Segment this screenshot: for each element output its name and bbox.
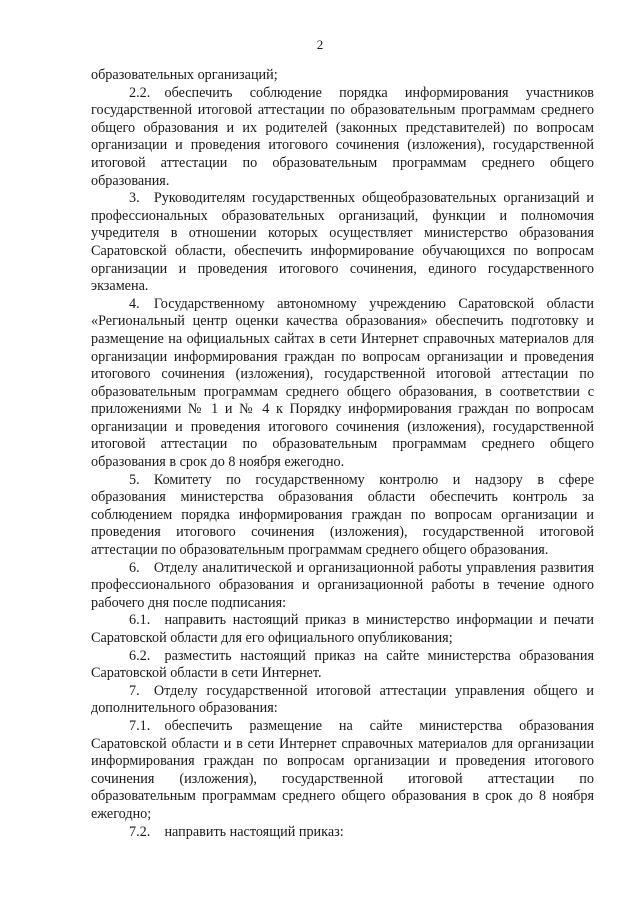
page-number: 2 (316, 37, 324, 52)
paragraph-7: 7. Отделу государственной итоговой аттестации управления общего и дополнительного образования: (91, 682, 594, 717)
paragraph-6-2: 6.2. разместить настоящий приказ на сайте министерства образования Саратовской области в сети Интернет. (91, 647, 594, 682)
paragraph-4: 4. Государственному автономному учреждению Саратовской области «Региональный центр оценки качества образования» обеспечить подготовку и размещение на официальных сайтах в сети Интернет справочных материалов для организации информирования граждан по вопросам организации и проведения итогового сочинения (изложения), государственной итоговой аттестации по образовательным программам среднего общего образования, в соответствии с приложениями № 1 и № 4 к Порядку информирования граждан по вопросам организации и проведения итогового сочинения (изложения), государственной итоговой аттестации по образовательным программам среднего общего образования в срок до 8 ноября ежегодно. (91, 295, 594, 471)
paragraph-7-1: 7.1. обеспечить размещение на сайте министерства образования Саратовской области и в сети Интернет справочных материалов для организации информирования граждан по вопросам организации и проведения итогового сочинения (изложения), государственной итоговой аттестации по образовательным программам среднего общего образования в срок до 8 ноября ежегодно; (91, 717, 594, 822)
paragraph-3: 3. Руководителям государственных общеобразовательных организаций и профессиональных образовательных организаций, функции и полномочия учредителя в отношении которых осуществляет министерство образования Саратовской области, обеспечить информирование обучающихся по вопросам организации и проведения итогового сочинения, единого государственного экзамена. (91, 190, 594, 295)
document-body (91, 67, 594, 841)
paragraph-6: 6. Отделу аналитической и организационной работы управления развития профессионального образования и организационной работы в течение одного рабочего дня после подписания: (91, 559, 594, 611)
paragraph-continuation: образовательных организаций; (91, 67, 278, 83)
paragraph-6-1: 6.1. направить настоящий приказ в министерство информации и печати Саратовской области для его официального опубликования; (91, 612, 594, 646)
paragraph-5: 5. Комитету по государственному контролю и надзору в сфере образования министерства образования области обеспечить контроль за соблюдением порядка информирования граждан по вопросам организации и проведения итогового сочинения (изложения), государственной итоговой аттестации по образовательным программам среднего общего образования. (91, 471, 594, 559)
paragraph-2-2: 2.2. обеспечить соблюдение порядка информирования участников государственной итоговой аттестации по образовательным программам среднего общего образования и их родителей (законных представителей) по вопросам организации и проведения итогового сочинения (изложения), государственной итоговой аттестации по образовательным программам среднего общего образования. (91, 84, 594, 189)
paragraph-7-2: 7.2. направить настоящий приказ: (129, 823, 344, 840)
